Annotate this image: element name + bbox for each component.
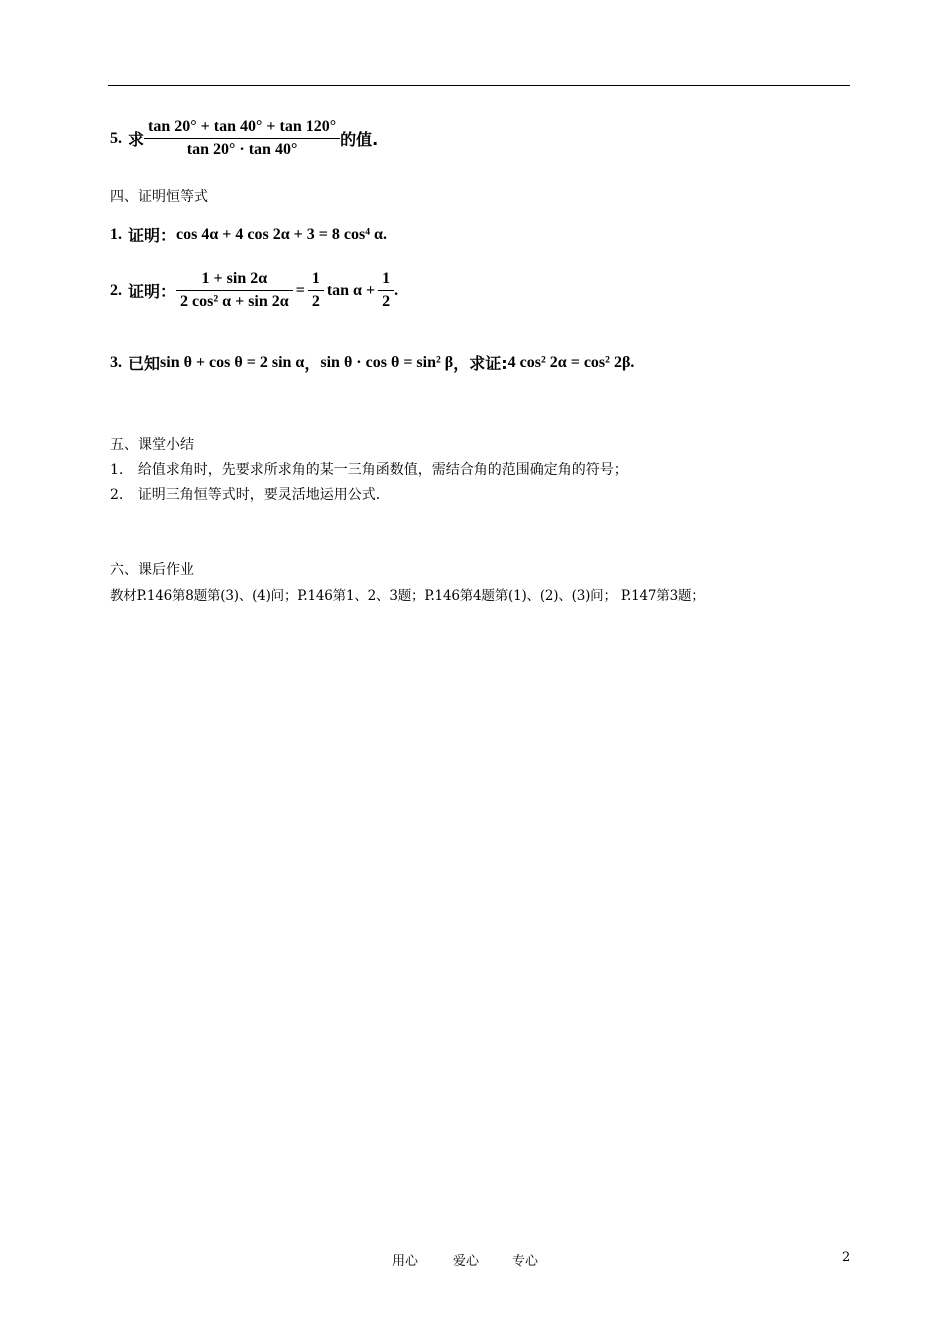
problem-5 (110, 118, 378, 159)
proof-1-expression: cos 4α + 4 cos 2α + 3 = 8 cos⁴ α. (176, 225, 387, 243)
proof-3 (110, 351, 634, 374)
summary-item-1 (110, 459, 628, 479)
footer-motto-1: 用心 (392, 1254, 419, 1269)
proof-2-half-a-den: 2 (311, 293, 320, 310)
summary-item-2 (110, 484, 380, 504)
homework-text: 教材P.146第8题第(3)、(4)问；P.146第1、2、3题；P.146第4题第(1)、(2)、(3)问； P.147第3题； (110, 588, 705, 604)
problem-5-numerator: tan 20° + tan 40° + tan 120° (144, 118, 340, 139)
proof-2-lhs-fraction (176, 270, 293, 311)
proof-2-half-b-den: 2 (382, 293, 391, 310)
header-rule (108, 85, 850, 86)
proof-1 (110, 223, 387, 246)
proof-2 (110, 270, 398, 311)
proof-2-numerator: 1 + sin 2α (176, 270, 293, 291)
problem-5-fraction (144, 118, 340, 159)
page-number: 2 (842, 1250, 851, 1265)
proof-1-prefix: 证明： (128, 226, 177, 245)
proof-2-denominator: 2 cos² α + sin 2α (180, 293, 289, 310)
section-4-title: 四、证明恒等式 (110, 189, 208, 205)
problem-5-tail: 的值. (340, 130, 379, 149)
section-5-title: 五、课堂小结 (110, 437, 194, 453)
proof-2-label: 2. (110, 281, 122, 299)
problem-5-denominator: tan 20° · tan 40° (186, 141, 298, 158)
section-6-title: 六、课后作业 (110, 562, 194, 578)
proof-2-half-b-num: 1 (378, 270, 394, 291)
summary-item-2-number: 2. (110, 487, 124, 503)
proof-3-given-1: sin θ + cos θ = 2 sin α (160, 353, 305, 371)
summary-item-1-text: 给值求角时，先要求所求角的某一三角函数值，需结合角的范围确定角的符号； (137, 462, 628, 478)
proof-3-given-2: sin θ · cos θ = sin² β (320, 353, 454, 371)
summary-item-2-text: 证明三角恒等式时，要灵活地运用公式. (137, 487, 381, 503)
problem-5-ask: 求 (128, 130, 145, 149)
proof-2-half-a-num: 1 (308, 270, 324, 291)
proof-3-prefix: 已知 (128, 354, 161, 373)
proof-2-end: . (394, 281, 399, 299)
proof-3-separator: ， (304, 354, 321, 373)
proof-3-label: 3. (110, 353, 122, 371)
proof-1-label: 1. (110, 225, 122, 243)
proof-3-prove-label: ，求证: (453, 354, 508, 373)
proof-2-equals: = (295, 281, 305, 299)
proof-2-half-a (308, 270, 324, 311)
proof-2-middle: tan α + (326, 281, 376, 299)
problem-5-label: 5. (110, 129, 122, 147)
summary-item-1-number: 1. (110, 462, 124, 478)
proof-3-goal: 4 cos² 2α = cos² 2β. (507, 353, 635, 371)
footer-motto-3: 专心 (512, 1254, 539, 1269)
proof-2-prefix: 证明： (128, 282, 177, 301)
footer-motto-2: 爱心 (453, 1254, 480, 1269)
proof-2-half-b (378, 270, 394, 311)
